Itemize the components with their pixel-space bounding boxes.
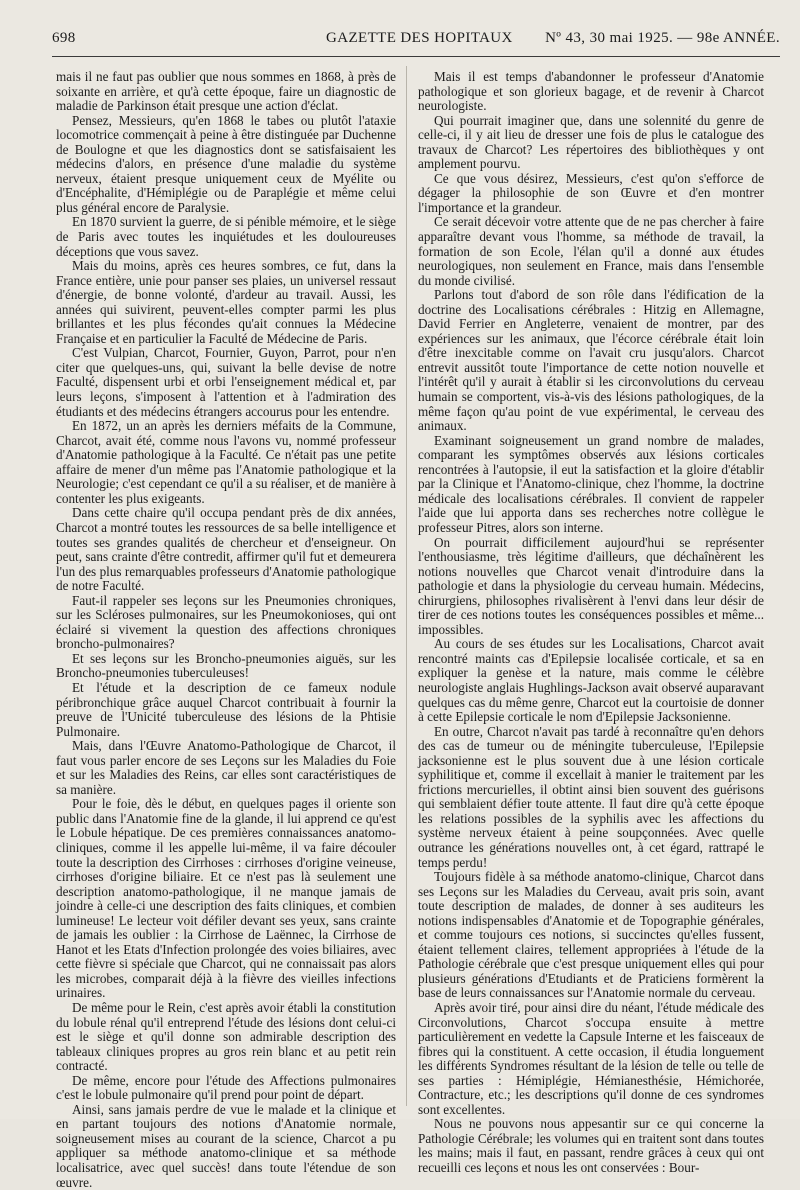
paragraph: Toujours fidèle à sa méthode anatomo-clinique, Charcot dans ses Leçons sur les Maladies du Cerveau, avait pris soin, avant toute description de malades, de donner à ses auditeurs les notions indispensables d'Anatomie et de Topographie générales, et comme toujours ces notions, si succinctes qu'elles fussent, étaient tellement claires, tellement appropriées à l'étude de la Pathologie cérébrale que c'est presque uniquement elles qui pour plusieurs générations d'Etudiants et de Praticiens formèrent la base de leurs connaissances sur l'Anatomie normale du cerveau. xyxy=(418,869,764,1001)
paragraph: Mais, dans l'Œuvre Anatomo-Pathologique de Charcot, il faut vous parler encore de ses Leçons sur les Maladies du Foie et sur les Maladies des Reins, car elles sont caractéristiques de sa manière. xyxy=(56,738,396,797)
paragraph: Après avoir tiré, pour ainsi dire du néant, l'étude médicale des Circonvolutions, Charcot s'occupa ensuite à mettre particulièrement en vedette la Capsule Interne et les faisceaux de fibres qui la constituent. A cette occasion, il étudia longuement les différents Syndromes résultant de la lésion de telle ou telle de ses parties : Hémiplégie, Hémianesthésie, Hémichorée, Contracture, etc.; les descriptions qu'il donne de ces syndromes sont excellentes. xyxy=(418,1000,764,1117)
paragraph: Dans cette chaire qu'il occupa pendant près de dix années, Charcot a montré toutes les ressources de sa belle intelligence et toutes ses grandes qualités de chercheur et d'enseigneur. On peut, sans crainte d'être contredit, affirmer qu'il fut et demeurera l'un des plus remarquables professeurs d'Anatomie pathologique de notre Faculté. xyxy=(56,505,396,594)
page-number: 698 xyxy=(52,30,76,46)
column-divider xyxy=(406,66,407,1106)
paragraph: Ainsi, sans jamais perdre de vue le malade et la clinique et en partant toujours des notions d'Anatomie normale, soigneusement mises au courant de la science, Charcot a pu appliquer sa méthode anatomo-clinique et sa méthode localisatrice, avec quel succès! dans toute l'étendue de son œuvre. xyxy=(56,1101,396,1190)
paragraph: En 1872, un an après les derniers méfaits de la Commune, Charcot, avait été, comme nous l'avons vu, nommé professeur d'Anatomie pathologique à la Faculté. Ce n'était pas une petite affaire de mener d'un même pas l'Anatomie pathologique et la Neurologie; c'est cependant ce qu'il a su réaliser, et de manière à contenter les plus exigeants. xyxy=(56,418,396,506)
paragraph: Et ses leçons sur les Broncho-pneumonies aiguës, sur les Broncho-pneumonies tuberculeuses! xyxy=(56,650,396,681)
header-rule xyxy=(52,56,780,57)
paragraph: mais il ne faut pas oublier que nous sommes en 1868, à près de soixante en arrière, et qu'à cette époque, faire un diagnostic de maladie de Parkinson était presque une action d'éclat. xyxy=(56,69,396,114)
paragraph: Parlons tout d'abord de son rôle dans l'édification de la doctrine des Localisations cérébrales : Hitzig en Allemagne, David Ferrier en Angleterre, venaient de montrer, par des expériences sur les animaux, que l'écorce cérébrale était loin d'être inexcitable comme on l'avait cru jusqu'alors. Charcot entrevit aussitôt toute l'importance de cette notion nouvelle et l'intérêt qu'il y aurait à établir si les circonvolutions du cerveau humain se comportent, vis-à-vis des lésions pathologiques, de la même façon qu'au point de vue expérimental, le cerveau des animaux. xyxy=(418,287,764,434)
paragraph: Mais du moins, après ces heures sombres, ce fut, dans la France entière, unie pour panser ses plaies, un universel ressaut d'énergie, de bonne volonté, d'ardeur au travail. Aussi, les années qui suivirent, peuvent-elles compter parmi les plus brillantes et les plus fécondes qu'ait connues la Médecine Française et en particulier la Faculté de Médecine de Paris. xyxy=(56,258,396,346)
paragraph: Faut-il rappeler ses leçons sur les Pneumonies chroniques, sur les Scléroses pulmonaires, sur les Pneumokonioses, qui ont éclairé si vivement la question des affections chroniques broncho-pulmonaires? xyxy=(56,592,396,652)
paragraph: En 1870 survient la guerre, de si pénible mémoire, et le siège de Paris avec toutes les inquiétudes et les douloureuses déceptions que vous savez. xyxy=(56,214,396,259)
paragraph: En outre, Charcot n'avait pas tardé à reconnaître qu'en dehors des cas de tumeur ou de méningite tuberculeuse, l'Epilepsie jacksonienne est le plus souvent due à une lésion corticale syphilitique et, comme il excellait à manier le traitement par les frictions mercurielles, il obtint ainsi bien souvent des guérisons qui semblaient défier toute attente. Il faut dire qu'à cette époque les relations possibles de la syphilis avec les affections du système nerveux étaient à peine soupçonnées. Avec quelle outrance les générations nouvelles ont, à cet égard, rattrapé le temps perdu! xyxy=(418,723,764,870)
paragraph: Mais il est temps d'abandonner le professeur d'Anatomie pathologique et son glorieux bagage, et de revenir à Charcot neurologiste. xyxy=(418,69,764,114)
paragraph: Nous ne pouvons nous appesantir sur ce qui concerne la Pathologie Cérébrale; les volumes qui en traitent sont dans toutes les mains; mais il faut, en passant, rendre grâces à ceux qui ont recueilli ces leçons et nous les ont conservées : Bour- xyxy=(418,1116,764,1176)
paragraph: Pensez, Messieurs, qu'en 1868 le tabes ou plutôt l'ataxie locomotrice commençait à peine à être distinguée par Duchenne de Boulogne et que les diagnostics dont se satisfaisaient les médecins d'alors, en présence d'une maladie du système nerveux, étaient presque uniquement ceux de Myélite ou d'Encéphalite, d'Hémiplégie ou de Paraplégie et même celui plus général encore de Paralysie. xyxy=(56,112,396,215)
paragraph: De même pour le Rein, c'est après avoir établi la constitution du lobule rénal qu'il entreprend l'étude des lésions dont celui-ci est le siège et qu'il donne son admirable description des tableaux cliniques propres au gros rein blanc et au petit rein contracté. xyxy=(56,1000,396,1074)
paragraph: Qui pourrait imaginer que, dans une solennité du genre de celle-ci, il y ait lieu de dresser une fois de plus le catalogue des travaux de Charcot? Les répertoires des bibliothèques y ont amplement pourvu. xyxy=(418,112,764,172)
paragraph: C'est Vulpian, Charcot, Fournier, Guyon, Parrot, pour n'en citer que quelques-uns, qui, suivant la belle devise de notre Faculté, dispensent urbi et orbi l'enseignement médical et, par leurs leçons, s'imposent à l'attention et à l'admiration des étudiants et des médecins étrangers accourus pour les entendre. xyxy=(56,345,396,419)
paragraph: Au cours de ses études sur les Localisations, Charcot avait rencontré maints cas d'Epilepsie localisée corticale, et sa en expliquer la genèse et la nature, mais comme le célèbre neurologiste anglais Hughlings-Jackson avait observé auparavant quelques cas du même genre, Charcot eut la courtoisie de donner à cette Epilepsie corticale le nom d'Epilepsie Jacksonienne. xyxy=(418,636,764,725)
paragraph: Pour le foie, dès le début, en quelques pages il oriente son public dans l'Anatomie fine de la glande, il lui apprend ce qu'est le Lobule hépatique. De ces premières connaissances anatomo-cliniques, comme il les appelle lui-même, il va faire découler toute la description des Cirrhoses : cirrhoses d'origine veineuse, cirrhoses d'origine biliaire. Et ce n'est pas là seulement une description anatomo-pathologique, il ne manque jamais de joindre à celle-ci une description des faits cliniques, et combien lumineuse! Le lecteur voit défiler devant ses yeux, sans crainte de jamais les oublier : la Cirrhose de Laënnec, la Cirrhose de Hanot et les Etats d'Infection prolongée des voies biliaires, avec cette fièvre si spéciale que Charcot, qui ne connaissait pas alors les microbes, comparait déjà à la fièvre des vieilles infections urinaires. xyxy=(56,796,396,1001)
page-header xyxy=(52,30,780,54)
issue-info: Nº 43, 30 mai 1925. — 98e ANNÉE. xyxy=(545,30,780,46)
left-column xyxy=(56,69,396,1190)
paragraph: Examinant soigneusement un grand nombre de malades, comparant les symptômes observés aux lésions corticales rencontrées à l'autopsie, il eut la satisfaction et la gloire d'établir par la Clinique et l'Anatomo-clinique, chez l'homme, la doctrine médicale des localisations cérébrales. Il convient de rappeler l'aide que lui apporta dans ses recherches notre collègue le professeur Pitres, alors son interne. xyxy=(418,432,764,535)
right-column xyxy=(418,69,764,1176)
paragraph: Ce serait décevoir votre attente que de ne pas chercher à faire apparaître devant vous l'homme, sa méthode de travail, la formation de son Ecole, l'élan qu'il a donné aux études neurologiques, non seulement en France, mais dans l'ensemble du monde civilisé. xyxy=(418,214,764,288)
paragraph: On pourrait difficilement aujourd'hui se représenter l'enthousiasme, très légitime d'ailleurs, que déchaînèrent les notions nouvelles que Charcot venait d'introduire dans la pathologie et dans la physiologie du cerveau humain. Médecins, chirurgiens, philosophes rivalisèrent à l'envi dans leur désir de tirer de ces notions toutes les conséquences possibles et même... impossibles. xyxy=(418,534,764,637)
journal-title: GAZETTE DES HOPITAUX xyxy=(326,30,513,46)
paragraph: De même, encore pour l'étude des Affections pulmonaires c'est le lobule pulmonaire qu'il prend pour point de départ. xyxy=(56,1072,396,1103)
paragraph: Ce que vous désirez, Messieurs, c'est qu'on s'efforce de dégager la philosophie de son Œuvre et d'en montrer l'importance et la grandeur. xyxy=(418,170,764,215)
paragraph: Et l'étude et la description de ce fameux nodule péribronchique grâce auquel Charcot contribuait à fournir la preuve de l'Unicité tuberculeuse des lésions de la Phtisie Pulmonaire. xyxy=(56,679,396,739)
